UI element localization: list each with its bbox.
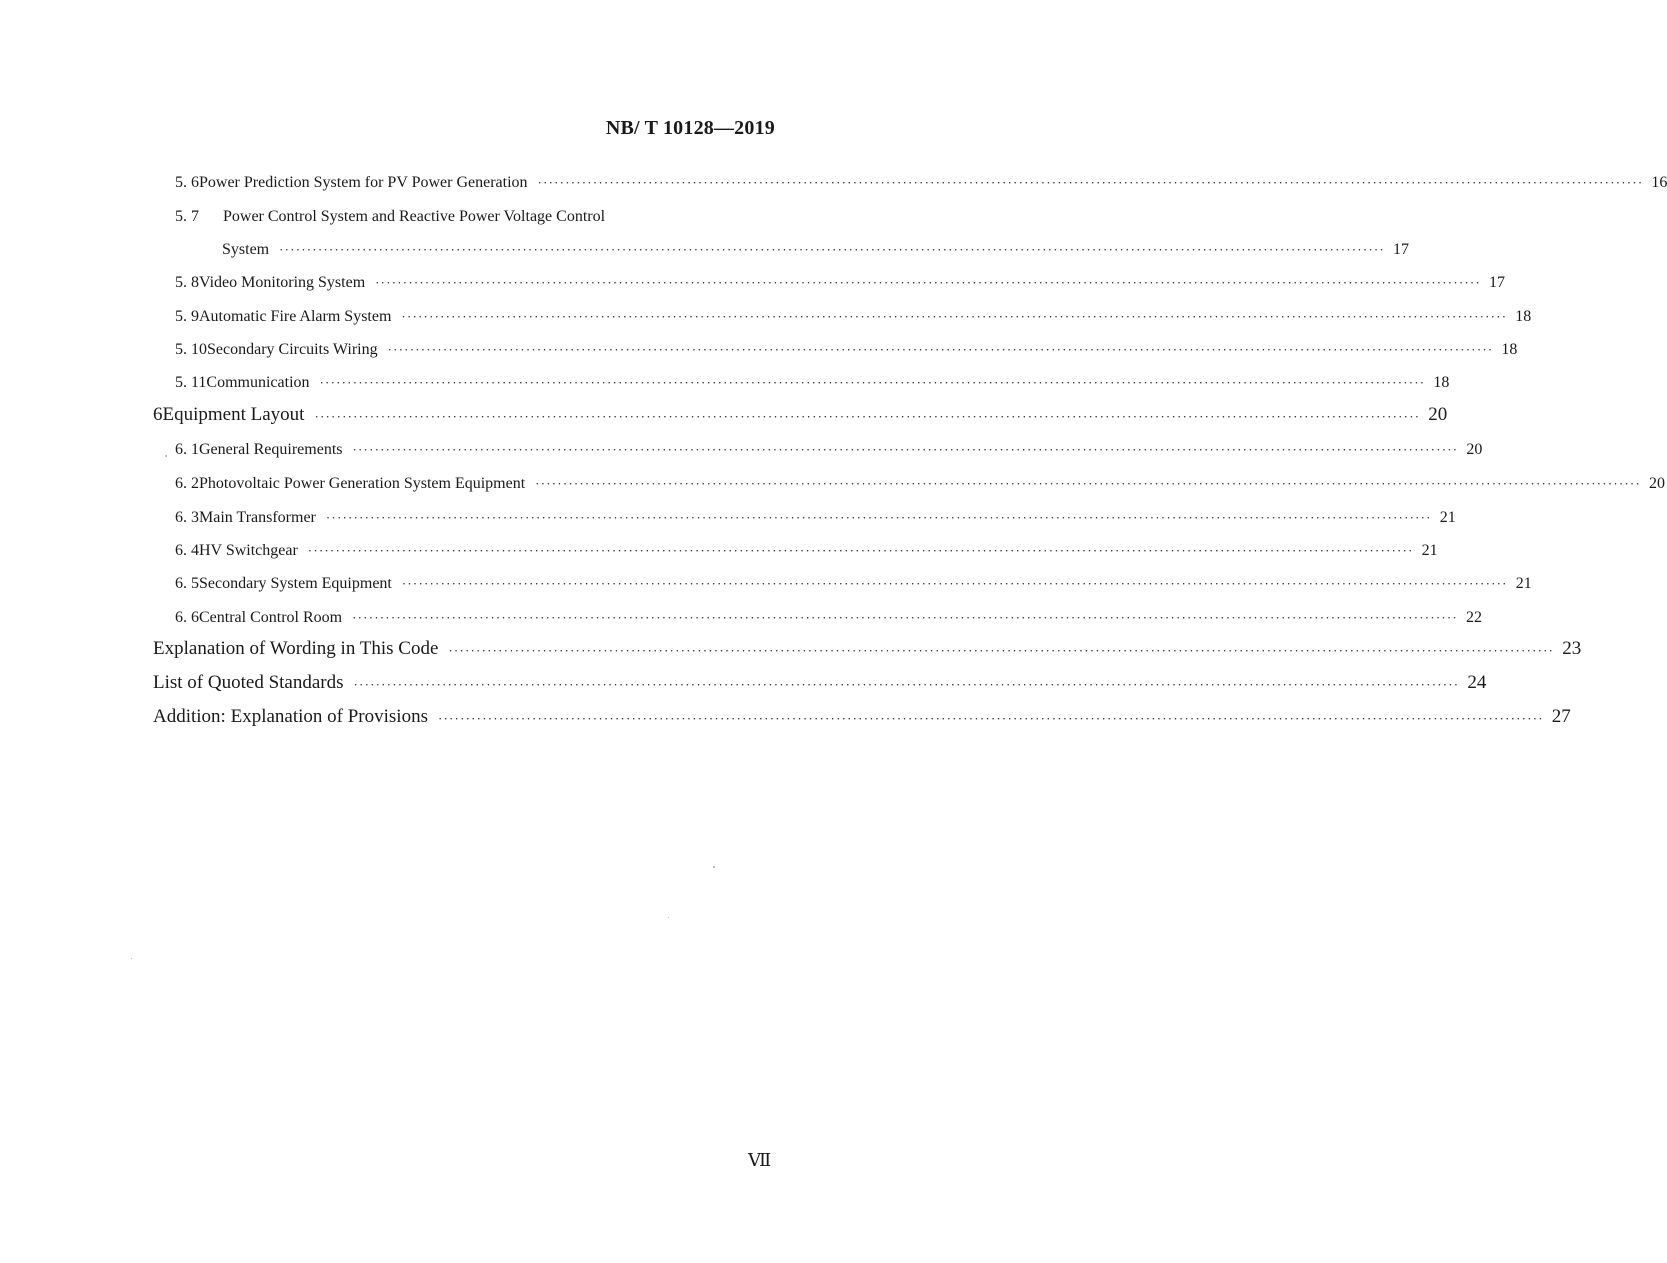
toc-entry[interactable] (153, 670, 1487, 694)
toc-entry[interactable] (175, 268, 1505, 292)
toc-entry[interactable] (222, 235, 1409, 259)
dot-leader: ········································································································································································································ (319, 375, 1426, 390)
toc-entry[interactable] (153, 704, 1571, 728)
dot-leader: ········································································································································································································ (353, 677, 1460, 692)
toc-entry-title: General Requirements (199, 441, 343, 458)
toc-entry-page: 20 (1428, 404, 1448, 425)
toc-entry-page: 17 (1488, 274, 1505, 291)
toc-entry-number: 6. 6 (175, 609, 199, 626)
toc-entry[interactable] (175, 603, 1482, 627)
toc-entry-page: 21 (1515, 575, 1532, 592)
dot-leader: ········································································································································································································ (537, 175, 1644, 190)
toc-entry-page: 24 (1467, 672, 1487, 693)
page-number-roman: Ⅶ (748, 1150, 771, 1170)
dot-leader: ········································································································································································································ (352, 610, 1458, 625)
toc-entry-page: 20 (1466, 441, 1483, 458)
toc-entry-number: 5. 11 (175, 374, 207, 391)
toc-entry-title: Secondary System Equipment (199, 575, 392, 592)
toc-entry-page: 18 (1433, 374, 1450, 391)
toc-entry-page: 18 (1515, 308, 1532, 325)
toc-entry-page: 20 (1649, 475, 1665, 492)
standard-code: NB/ T 10128—2019 (605, 117, 775, 139)
toc-entry-title: Main Transformer (199, 509, 316, 526)
dot-leader: ········································································································································································································ (352, 442, 1459, 457)
toc-entry-number: 6. 2 (175, 475, 199, 492)
toc-entry[interactable] (153, 402, 1448, 426)
toc-entry-number: 6. 3 (175, 509, 199, 526)
dot-leader: ········································································································································································································ (448, 643, 1555, 658)
dot-leader: ········································································································································································································ (387, 342, 1494, 357)
toc-entry[interactable] (175, 202, 776, 226)
toc-entry-title: Equipment Layout (162, 404, 305, 425)
dot-leader: ········································································································································································································ (314, 409, 1421, 424)
toc-entry-number: 5. 8 (175, 274, 199, 291)
toc-entry[interactable] (153, 636, 1582, 660)
toc-entry-title: Communication (206, 374, 310, 391)
toc-entry-number: 6. 4 (175, 542, 199, 559)
scan-speck (131, 958, 132, 959)
toc-entry-number: 6. 1 (175, 441, 199, 458)
toc-entry-number: 5. 9 (175, 308, 199, 325)
toc-entry-page: 22 (1465, 609, 1482, 626)
toc-entry-title: Photovoltaic Power Generation System Equipment (199, 475, 526, 492)
toc-entry[interactable] (175, 302, 1532, 326)
toc-entry[interactable] (175, 536, 1438, 560)
toc-entry-page: 21 (1421, 542, 1438, 559)
toc-entry-title: Central Control Room (199, 609, 343, 626)
toc-entry-page: 23 (1562, 638, 1582, 659)
toc-entry[interactable] (175, 368, 1450, 392)
toc-entry-number: 5. 6 (175, 174, 199, 191)
toc-entry-number: 6 (153, 404, 163, 425)
toc-entry-number: 6. 5 (175, 575, 199, 592)
toc-entry-page: 18 (1501, 341, 1518, 358)
toc-entry-number: 5. 10 (175, 341, 207, 358)
toc-entry-page: 21 (1439, 509, 1456, 526)
toc-entry-number: 5. 7 (175, 208, 199, 225)
dot-leader: ········································································································································································································ (279, 242, 1385, 257)
toc-entry[interactable] (175, 435, 1483, 459)
toc-entry[interactable] (175, 335, 1518, 359)
dot-leader: ········································································································································································································ (437, 711, 1544, 726)
dot-leader: ········································································································································································································ (401, 576, 1508, 591)
dot-leader: ········································································································································································································ (375, 275, 1481, 290)
dot-leader: ········································································································································································································ (325, 510, 1432, 525)
toc-entry-title: HV Switchgear (199, 542, 298, 559)
toc-entry[interactable] (175, 503, 1456, 527)
toc-entry-title: System (222, 241, 270, 258)
dot-leader: ········································································································································································································ (535, 476, 1641, 491)
toc-entry-title: Secondary Circuits Wiring (207, 341, 378, 358)
scan-speck (668, 917, 669, 918)
toc-entry-title: List of Quoted Standards (153, 672, 344, 693)
toc-entry[interactable] (175, 469, 1665, 493)
toc-entry-title: Power Control System and Reactive Power Voltage Control (223, 208, 606, 225)
toc-entry-page: 17 (1392, 241, 1409, 258)
toc-entry-page: 16 (1651, 174, 1667, 191)
toc-entry-page: 27 (1551, 706, 1571, 727)
dot-leader: ········································································································································································································ (307, 543, 1414, 558)
toc-entry-title: Explanation of Wording in This Code (153, 638, 439, 659)
toc-entry[interactable] (175, 168, 1667, 192)
dot-leader: ········································································································································································································ (401, 309, 1508, 324)
toc-entry-title: Automatic Fire Alarm System (199, 308, 392, 325)
toc-entry-title: Video Monitoring System (199, 274, 366, 291)
toc-entry-title: Addition: Explanation of Provisions (153, 706, 428, 727)
scan-speck (165, 455, 167, 457)
toc-entry-title: Power Prediction System for PV Power Generation (199, 174, 528, 191)
scan-speck (713, 866, 715, 868)
toc-entry[interactable] (175, 569, 1532, 593)
